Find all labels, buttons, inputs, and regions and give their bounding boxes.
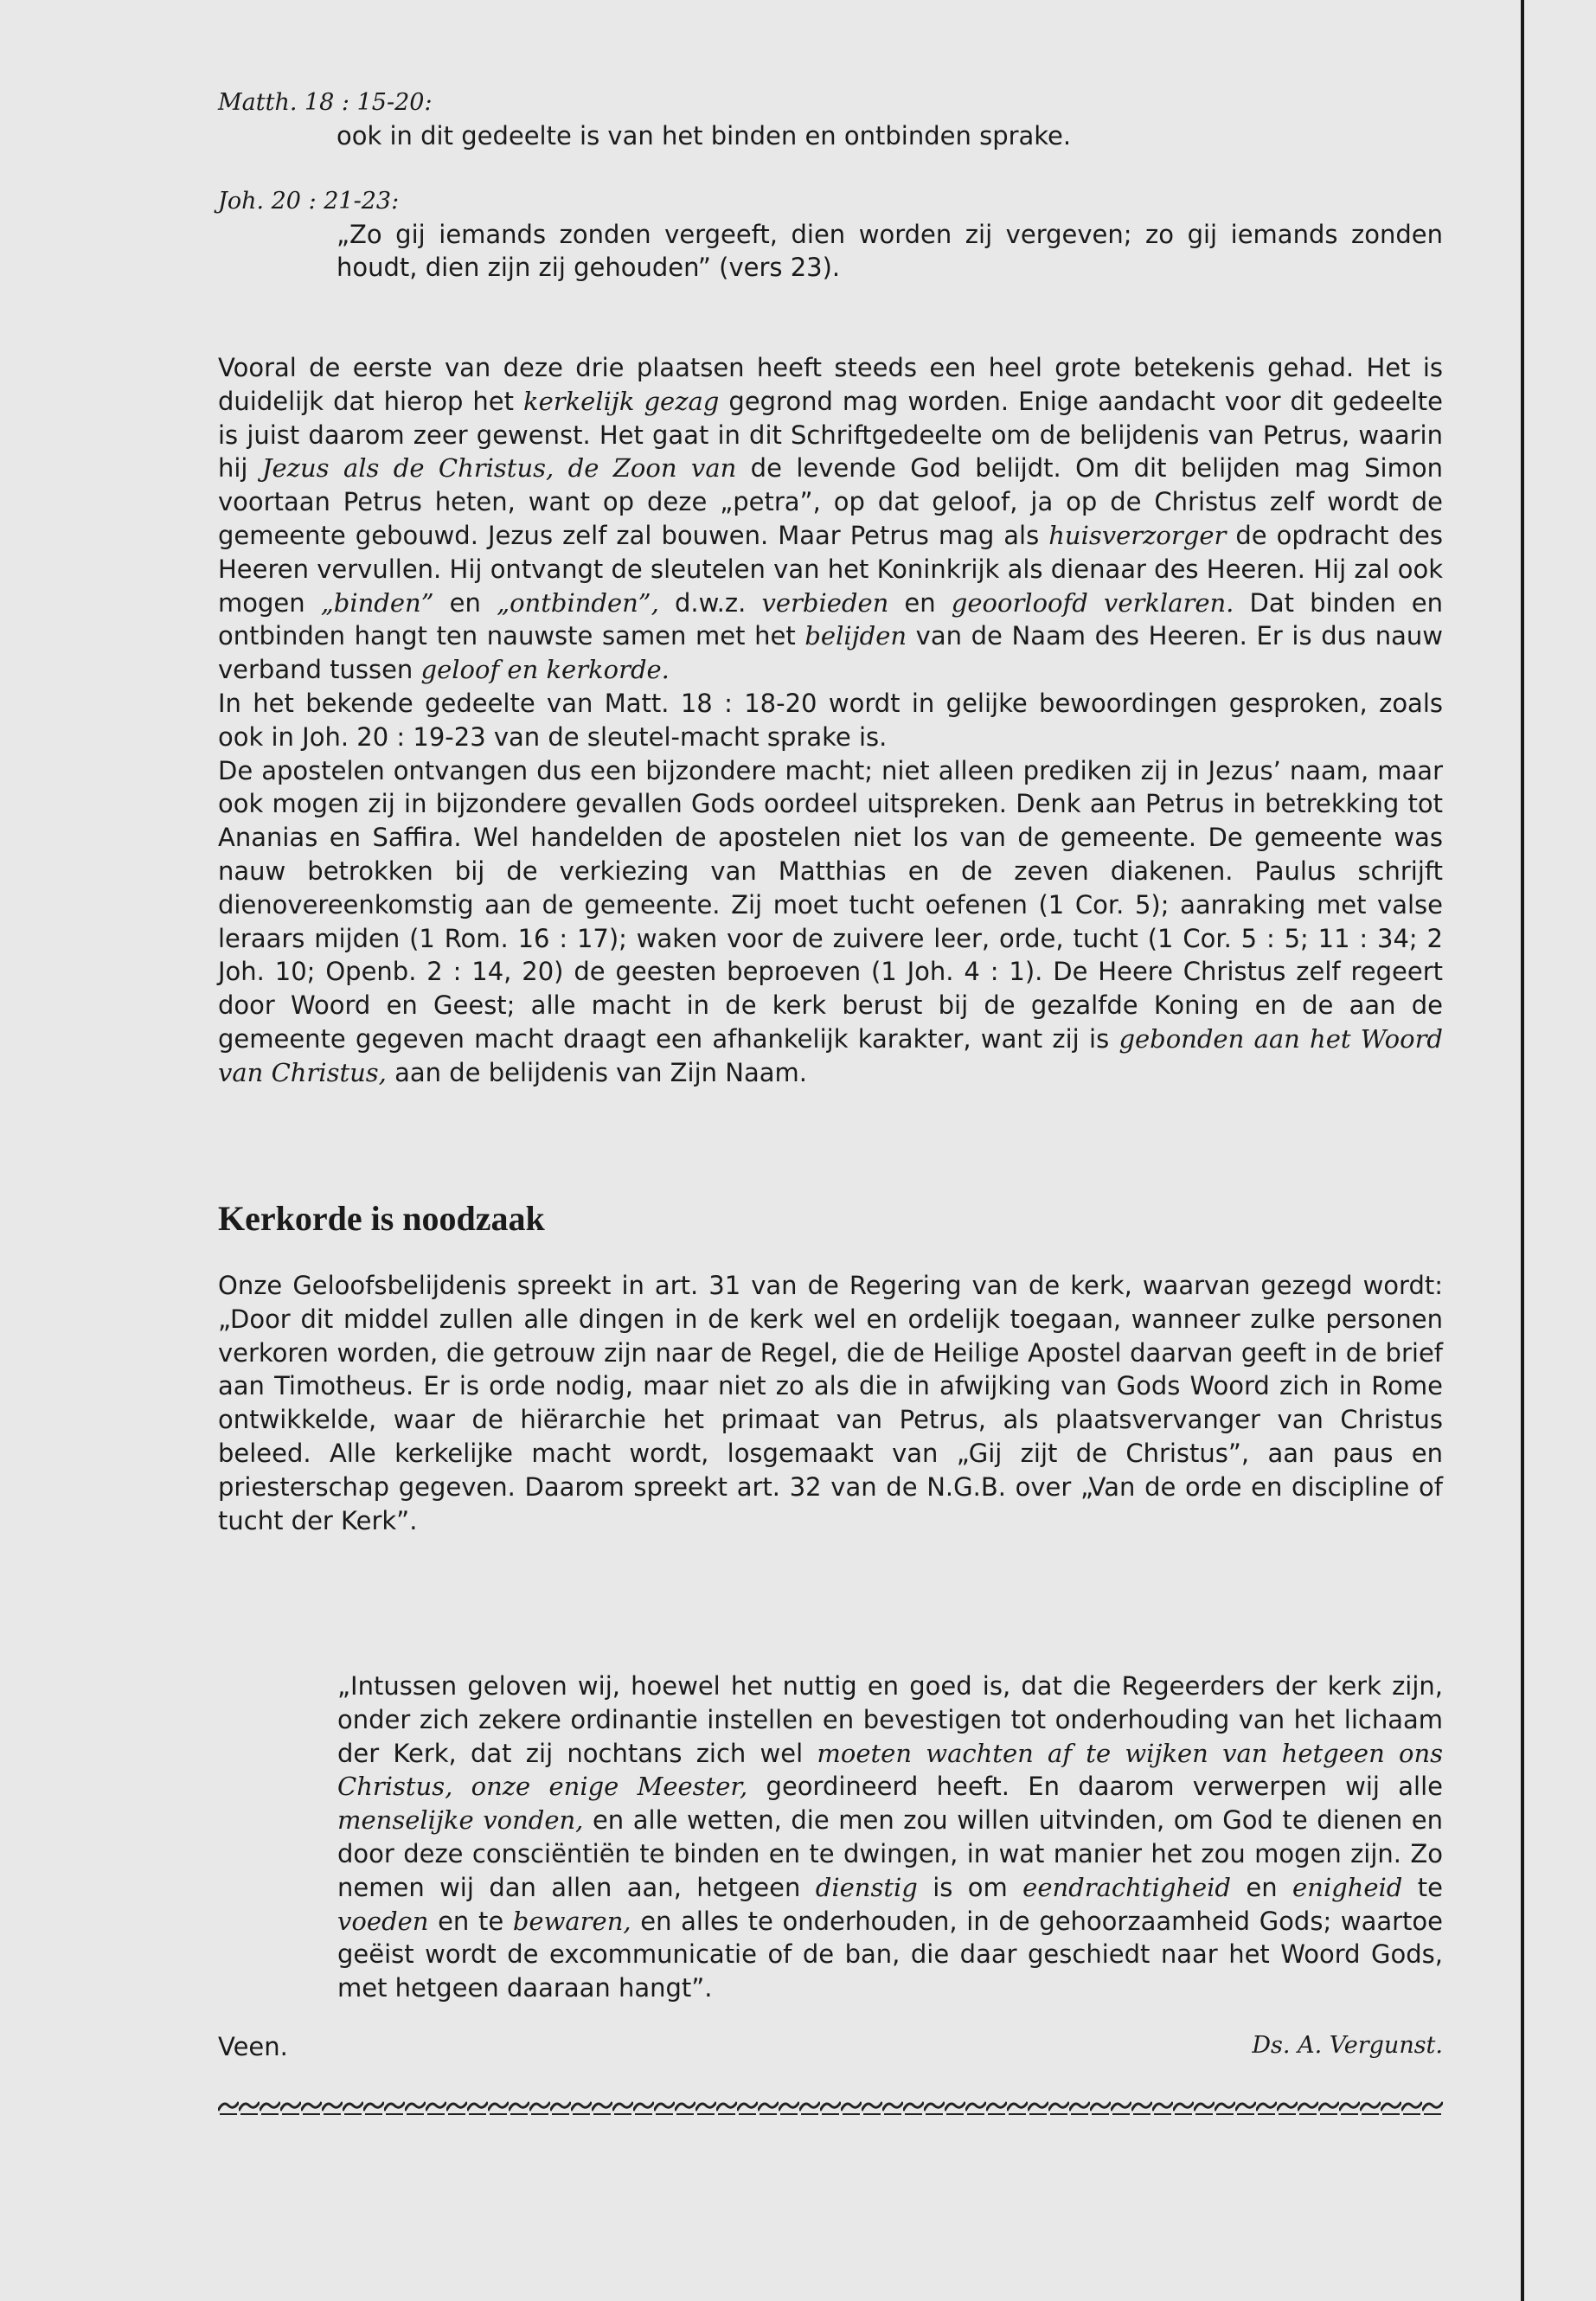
section-heading: Kerkorde is noodzaak [218, 1199, 545, 1238]
italic-run: belijden [804, 621, 907, 651]
italic-run: bewaren, [512, 1906, 631, 1936]
text-run: Dat binden en ontbinden hangt ten nauwste samen met het [218, 587, 1443, 651]
text-run: en alle wetten, die men zou willen uitvinden, om God te dienen en door deze consciëntiën te binden en te dwingen, in wat manier het zou mogen zijn. Zo nemen wij dan allen aan, hetgeen [337, 1805, 1443, 1902]
italic-run: moeten wachten af te wijken van hetgeen ons Christus, onze enige Meester, [337, 1738, 1444, 1802]
page-edge-line [1521, 0, 1524, 2301]
scripture-references [218, 87, 1443, 284]
decorative-border [218, 2097, 1443, 2116]
section [218, 1198, 1443, 1239]
italic-run: dienstig [815, 1872, 918, 1902]
italic-run: verbieden [761, 587, 889, 618]
text-run: De apostelen ontvangen dus een bijzondere macht; niet alleen prediken zij in Jezus’ naam, maar ook mogen zij in bijzondere gevallen Gods oordeel uitspreken. Denk aan Petrus in betrekking tot Ananias en Saffira. Wel handelden de apostelen niet los van de gemeente. De gemeente was nauw betrokken bij de verkiezing van Matthias en de zeven diakenen. Paulus schrijft dienovereenkomstig aan de gemeente. Zij moet tucht oefenen (1 Cor. 5); aanraking met valse leraars mijden (1 Rom. 16 : 17); waken voor de zuivere leer, orde, tucht (1 Cor. 5 : 5; 11 : 34; 2 Joh. 10; Openb. 2 : 14, 20) de geesten beproeven (1 Joh. 4 : 1). De Heere Christus zelf regeert door Woord en Geest; alle macht in de kerk berust bij de gezalfde Koning en de aan de gemeente gegeven macht draagt een afhankelijk karakter, want zij is [218, 755, 1443, 1054]
paragraph: In het bekende gedeelte van Matt. 18 : 18-20 wordt in gelijke bewoordingen gesproken, zoals ook in Joh. 20 : 19-23 van de sleutel-macht sprake is. [218, 688, 1443, 752]
text-run: „Intussen geloven wij, hoewel het nuttig en goed is, dat die Regeerders der kerk zijn, onder zich zekere ordinantie instellen en bevestigen tot onderhouding van het lichaam der Kerk, dat zij nochtans zich wel [337, 1671, 1443, 1768]
italic-run: enigheid [1292, 1872, 1403, 1902]
text-run: geordineerd heeft. En daarom verwerpen wij alle [747, 1772, 1443, 1802]
paragraph: Onze Geloofsbelijdenis spreekt in art. 31 van de Regering van de kerk, waarvan gezegd wordt: „Door dit middel zullen alle dingen in de kerk wel en ordelijk toegaan, wanneer zulke personen verkoren worden, die getrouw zijn naar de Regel, die de Heilige Apostel daarvan geeft in de brief aan Timotheus. Er is orde nodig, maar niet zo als die in afwijking van Gods Woord zich in Rome ontwikkelde, waar de hiërarchie het primaat van Petrus, als plaatsvervanger van Christus beleed. Alle kerkelijke macht wordt, losgemaakt van „Gij zijt de Christus”, aan paus en priesterschap gegeven. Daarom spreekt art. 32 van de N.G.B. over „Van de orde en discipline of tucht der Kerk”. [218, 1271, 1443, 1535]
text-run: gegrond mag worden. Enige aandacht voor dit gedeelte is juist daarom zeer gewenst. Het gaat in dit Schriftgedeelte om de belijdenis van Petrus, waarin hij [218, 386, 1443, 484]
ref-text: ook in dit gedeelte is van het binden en ontbinden sprake. [337, 121, 1072, 151]
ref-label: Joh. 20 : 21-23: [218, 188, 400, 215]
italic-run: „ontbinden”, [497, 587, 659, 618]
text-run: en [888, 587, 952, 618]
text-run: de levende God belijdt. Om dit belijden mag Simon voortaan Petrus heten, want op deze „petra”, op dat geloof, ja op de Christus zelf wordt de gemeente gebouwd. Jezus zelf zal bouwen. Maar Petrus mag als [218, 453, 1443, 550]
italic-run: voeden [337, 1906, 429, 1936]
italic-run: „binden” [320, 587, 434, 618]
text-run: en te [428, 1906, 513, 1936]
paragraph [218, 754, 1443, 1090]
text-run: Vooral de eerste van deze drie plaatsen heeft steeds een heel grote betekenis gehad. Het is duidelijk dat hierop het [218, 353, 1443, 416]
ref-label: Matth. 18 : 15-20: [218, 89, 433, 116]
text-run: en [433, 587, 497, 618]
italic-run: gebonden aan het Woord van Christus, [218, 1023, 1443, 1087]
italic-run: eendrachtigheid [1022, 1872, 1231, 1902]
ref-text: „Zo gij iemands zonden vergeeft, dien worden zij vergeven; zo gij iemands zonden houdt, dien zijn zij gehouden” (vers 23). [337, 220, 1443, 282]
paragraph [218, 351, 1443, 687]
text-run: en [1230, 1872, 1292, 1902]
text-run: is om [917, 1872, 1023, 1902]
block-quote [337, 1670, 1443, 2005]
text-run: te [1402, 1872, 1443, 1902]
italic-run: kerkelijk gezag [523, 386, 720, 416]
text-run: de opdracht des Heeren vervullen. Hij ontvangt de sleutelen van het Koninkrijk als dienaar des Heeren. Hij zal ook mogen [218, 520, 1443, 618]
main-text [218, 351, 1443, 1090]
text-run: aan de belijdenis van Zijn Naam. [386, 1057, 807, 1087]
text-run: d.w.z. [658, 587, 762, 618]
author-signature: Ds. A. Vergunst. [1252, 2032, 1443, 2059]
text-run: van de Naam des Heeren. Er is dus nauw verband tussen [218, 621, 1443, 685]
italic-run: huisverzorger [1048, 520, 1227, 550]
place-name: Veen. [218, 2032, 288, 2061]
section-body [218, 1269, 1443, 1537]
italic-run: geloof en kerkorde. [420, 655, 670, 685]
italic-run: menselijke vonden, [337, 1805, 584, 1836]
italic-run: geoorloofd verklaren. [951, 587, 1234, 618]
text-run: en alles te onderhouden, in de gehoorzaamheid Gods; waartoe geëist wordt de excommunicatie of de ban, die daar geschiedt naar het Woord Gods, met hetgeen daaraan hangt”. [337, 1906, 1444, 2003]
italic-run: Jezus als de Christus, de Zoon van [261, 453, 737, 484]
